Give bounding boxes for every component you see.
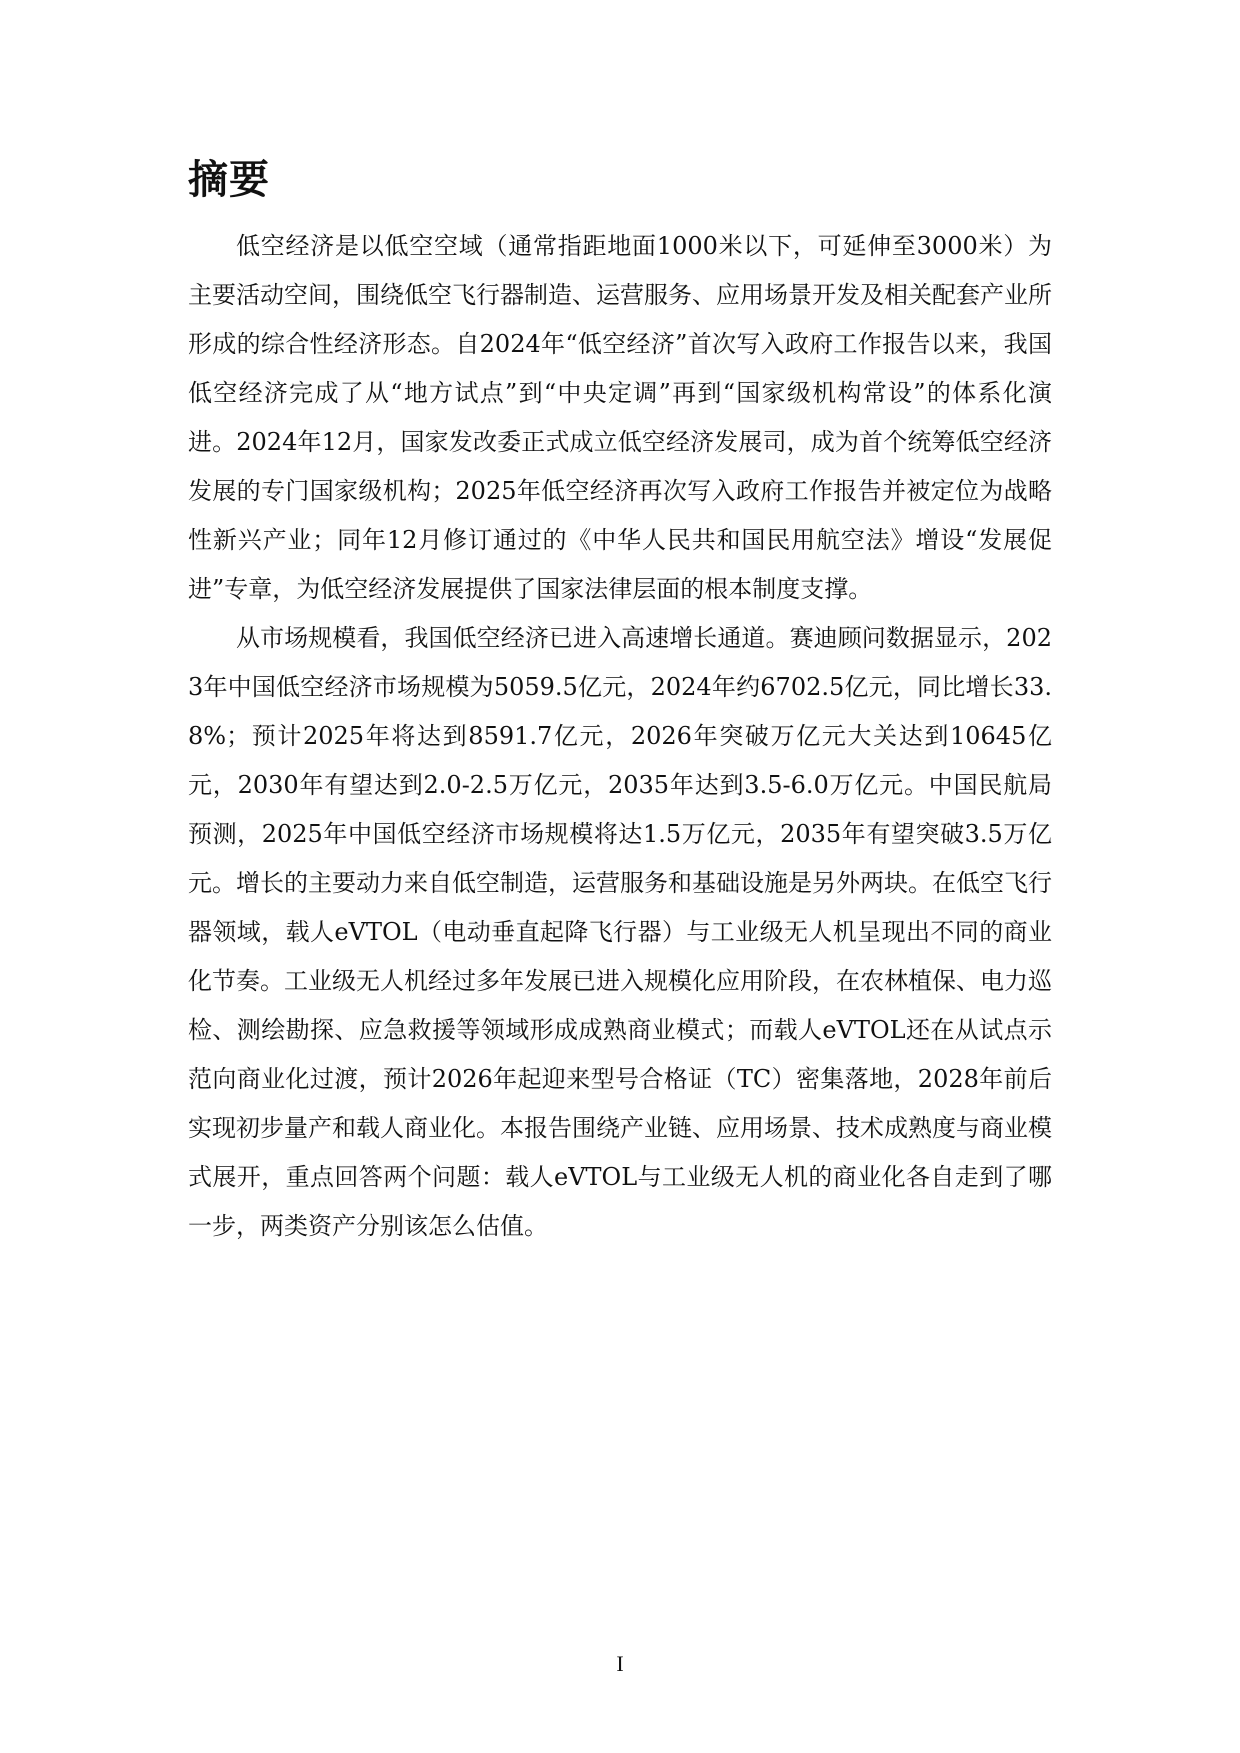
section-heading: 摘要 bbox=[188, 157, 270, 203]
abstract-paragraph-1: 低空经济是以低空空域（通常指距地面1000米以下，可延伸至3000米）为主要活动空间，围绕低空飞行器制造、运营服务、应用场景开发及相关配套产业所形成的综合性经济形态。自2024年“低空经济”首次写入政府工作报告以来，我国低空经济完成了从“地方试点”到“中央定调”再到“国家级机构常设”的体系化演进。2024年12月，国家发改委正式成立低空经济发展司，成为首个统筹低空经济发展的专门国家级机构；2025年低空经济再次写入政府工作报告并被定位为战略性新兴产业；同年12月修订通过的《中华人民共和国民用航空法》增设“发展促进”专章，为低空经济发展提供了国家法律层面的根本制度支撑。 bbox=[188, 232, 1052, 603]
page-number: I bbox=[616, 1651, 624, 1676]
abstract-body bbox=[188, 222, 1052, 1251]
abstract-paragraph-2: 从市场规模看，我国低空经济已进入高速增长通道。赛迪顾问数据显示，2023年中国低空经济市场规模为5059.5亿元，2024年约6702.5亿元，同比增长33.8%；预计2025年将达到8591.7亿元，2026年突破万亿元大关达到10645亿元，2030年有望达到2.0-2.5万亿元，2035年达到3.5-6.0万亿元。中国民航局预测，2025年中国低空经济市场规模将达1.5万亿元，2035年有望突破3.5万亿元。增长的主要动力来自低空制造，运营服务和基础设施是另外两块。在低空飞行器领域，载人eVTOL（电动垂直起降飞行器）与工业级无人机呈现出不同的商业化节奏。工业级无人机经过多年发展已进入规模化应用阶段，在农林植保、电力巡检、测绘勘探、应急救援等领域形成成熟商业模式；而载人eVTOL还在从试点示范向商业化过渡，预计2026年起迎来型号合格证（TC）密集落地，2028年前后实现初步量产和载人商业化。本报告围绕产业链、应用场景、技术成熟度与商业模式展开，重点回答两个问题：载人eVTOL与工业级无人机的商业化各自走到了哪一步，两类资产分别该怎么估值。 bbox=[188, 624, 1052, 1240]
